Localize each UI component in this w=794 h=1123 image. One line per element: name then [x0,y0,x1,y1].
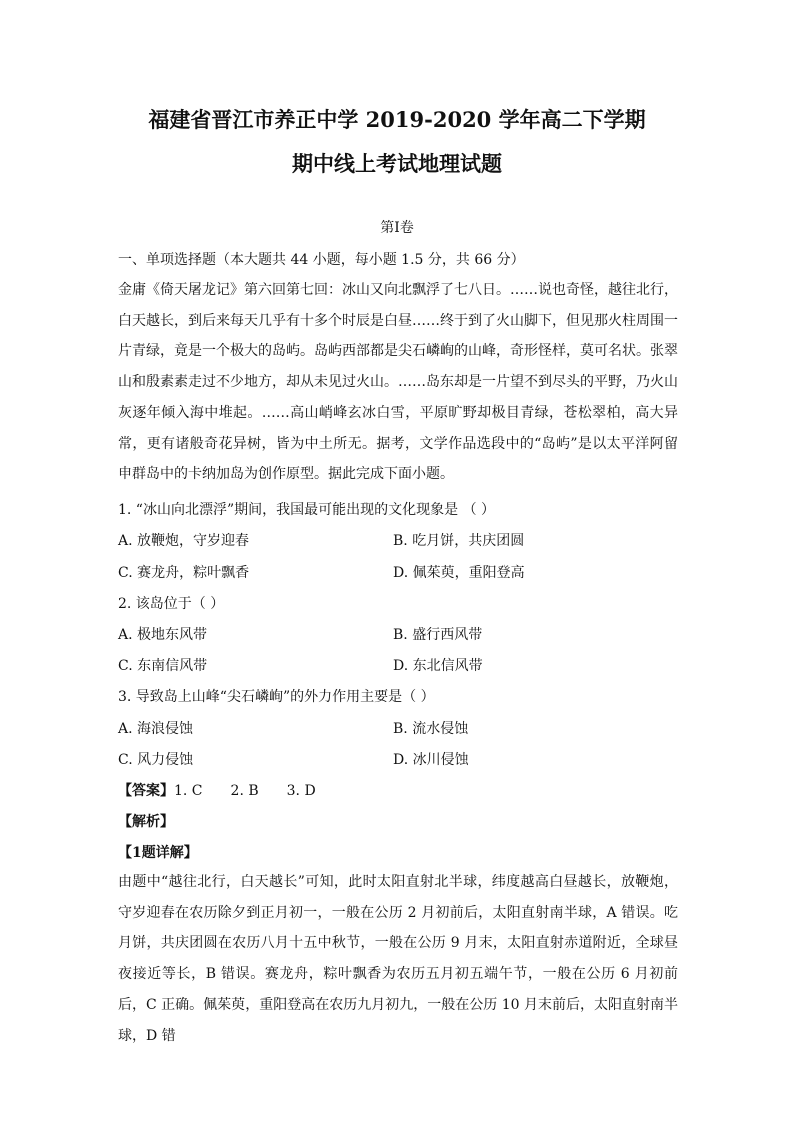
document-title-line-1: 福建省晋江市养正中学 2019-2020 学年高二下学期 [148,107,646,132]
document-title-line-2: 期中线上考试地理试题 [292,151,502,176]
detail-explanation: 由题中“越往北行，白天越长”可知，此时太阳直射北半球，纬度越高白昼越长，放鞭炮，守岁迎春在农历除夕到正月初一，一般在公历 2 月初前后，太阳直射南半球，A 错误。吃月饼，共庆团圆在农历八月十五中秋节，一般在公历 9 月末，太阳直射赤道附近，全球昼夜接近等长，B 错误。赛龙舟，粽叶飘香为农历五月初五端午节，一般在公历 6 月初前后，C 正确。佩茱萸，重阳登高在农历九月初九，一般在公历 10 月末前后，太阳直射南半球，D 错 [118,874,678,1044]
detail-label: 【1题详解】 [118,845,198,861]
answer-item-2: 2. B [230,783,259,799]
reading-passage: 金庸《倚天屠龙记》第六回第七回：冰山又向北飘浮了七八日。……说也奇怪，越往北行，白天越长，到后来每天几乎有十多个时辰是白昼……终于到了火山脚下，但见那火柱周围一片青绿，竟是一个极大的岛屿。岛屿西部都是尖石嶙峋的山峰，奇形怪样，莫可名状。张翠山和殷素素走过不少地方，却从未见过火山。……岛东却是一片望不到尽头的平野，乃火山灰逐年倾入海中堆起。……高山峭峰玄冰白雪，平原旷野却极目青绿，苍松翠柏，高大异常，更有诸般奇花异树，皆为中土所无。据考，文学作品选段中的“岛屿”是以太平洋阿留申群岛中的卡纳加岛为创作原型。据此完成下面小题。 [118,282,678,483]
question-1-option-a: A. 放鞭炮，守岁迎春 [118,533,250,549]
question-3-option-c: C. 风力侵蚀 [118,752,194,768]
question-2-option-c: C. 东南信风带 [118,658,208,674]
question-3-option-a: A. 海浪侵蚀 [118,721,194,737]
question-1-option-d: D. 佩茱萸，重阳登高 [393,565,525,581]
question-2-option-b: B. 盛行西风带 [393,627,483,643]
answer-line [118,780,316,800]
question-1-option-b: B. 吃月饼，共庆团圆 [393,533,525,549]
answer-label: 【答案】 [118,783,174,799]
question-2-option-d: D. 东北信风带 [393,658,483,674]
question-1-stem: 1. “冰山向北漂浮”期间，我国最可能出现的文化现象是 （ ） [118,502,496,518]
question-2-option-a: A. 极地东风带 [118,627,208,643]
section-heading: 一、单项选择题（本大题共 44 小题，每小题 1.5 分，共 66 分） [118,252,525,268]
question-1-option-c: C. 赛龙舟，粽叶飘香 [118,565,250,581]
question-3-option-b: B. 流水侵蚀 [393,721,469,737]
question-3-option-d: D. 冰川侵蚀 [393,752,469,768]
answer-item-3: 3. D [286,783,316,799]
answer-item-1: 1. C [174,783,203,799]
volume-label: 第Ⅰ卷 [380,220,414,236]
question-2-stem: 2. 该岛位于（ ） [118,596,225,612]
analysis-label: 【解析】 [118,814,174,830]
question-3-stem: 3. 导致岛上山峰“尖石嶙峋”的外力作用主要是（ ） [118,689,435,705]
